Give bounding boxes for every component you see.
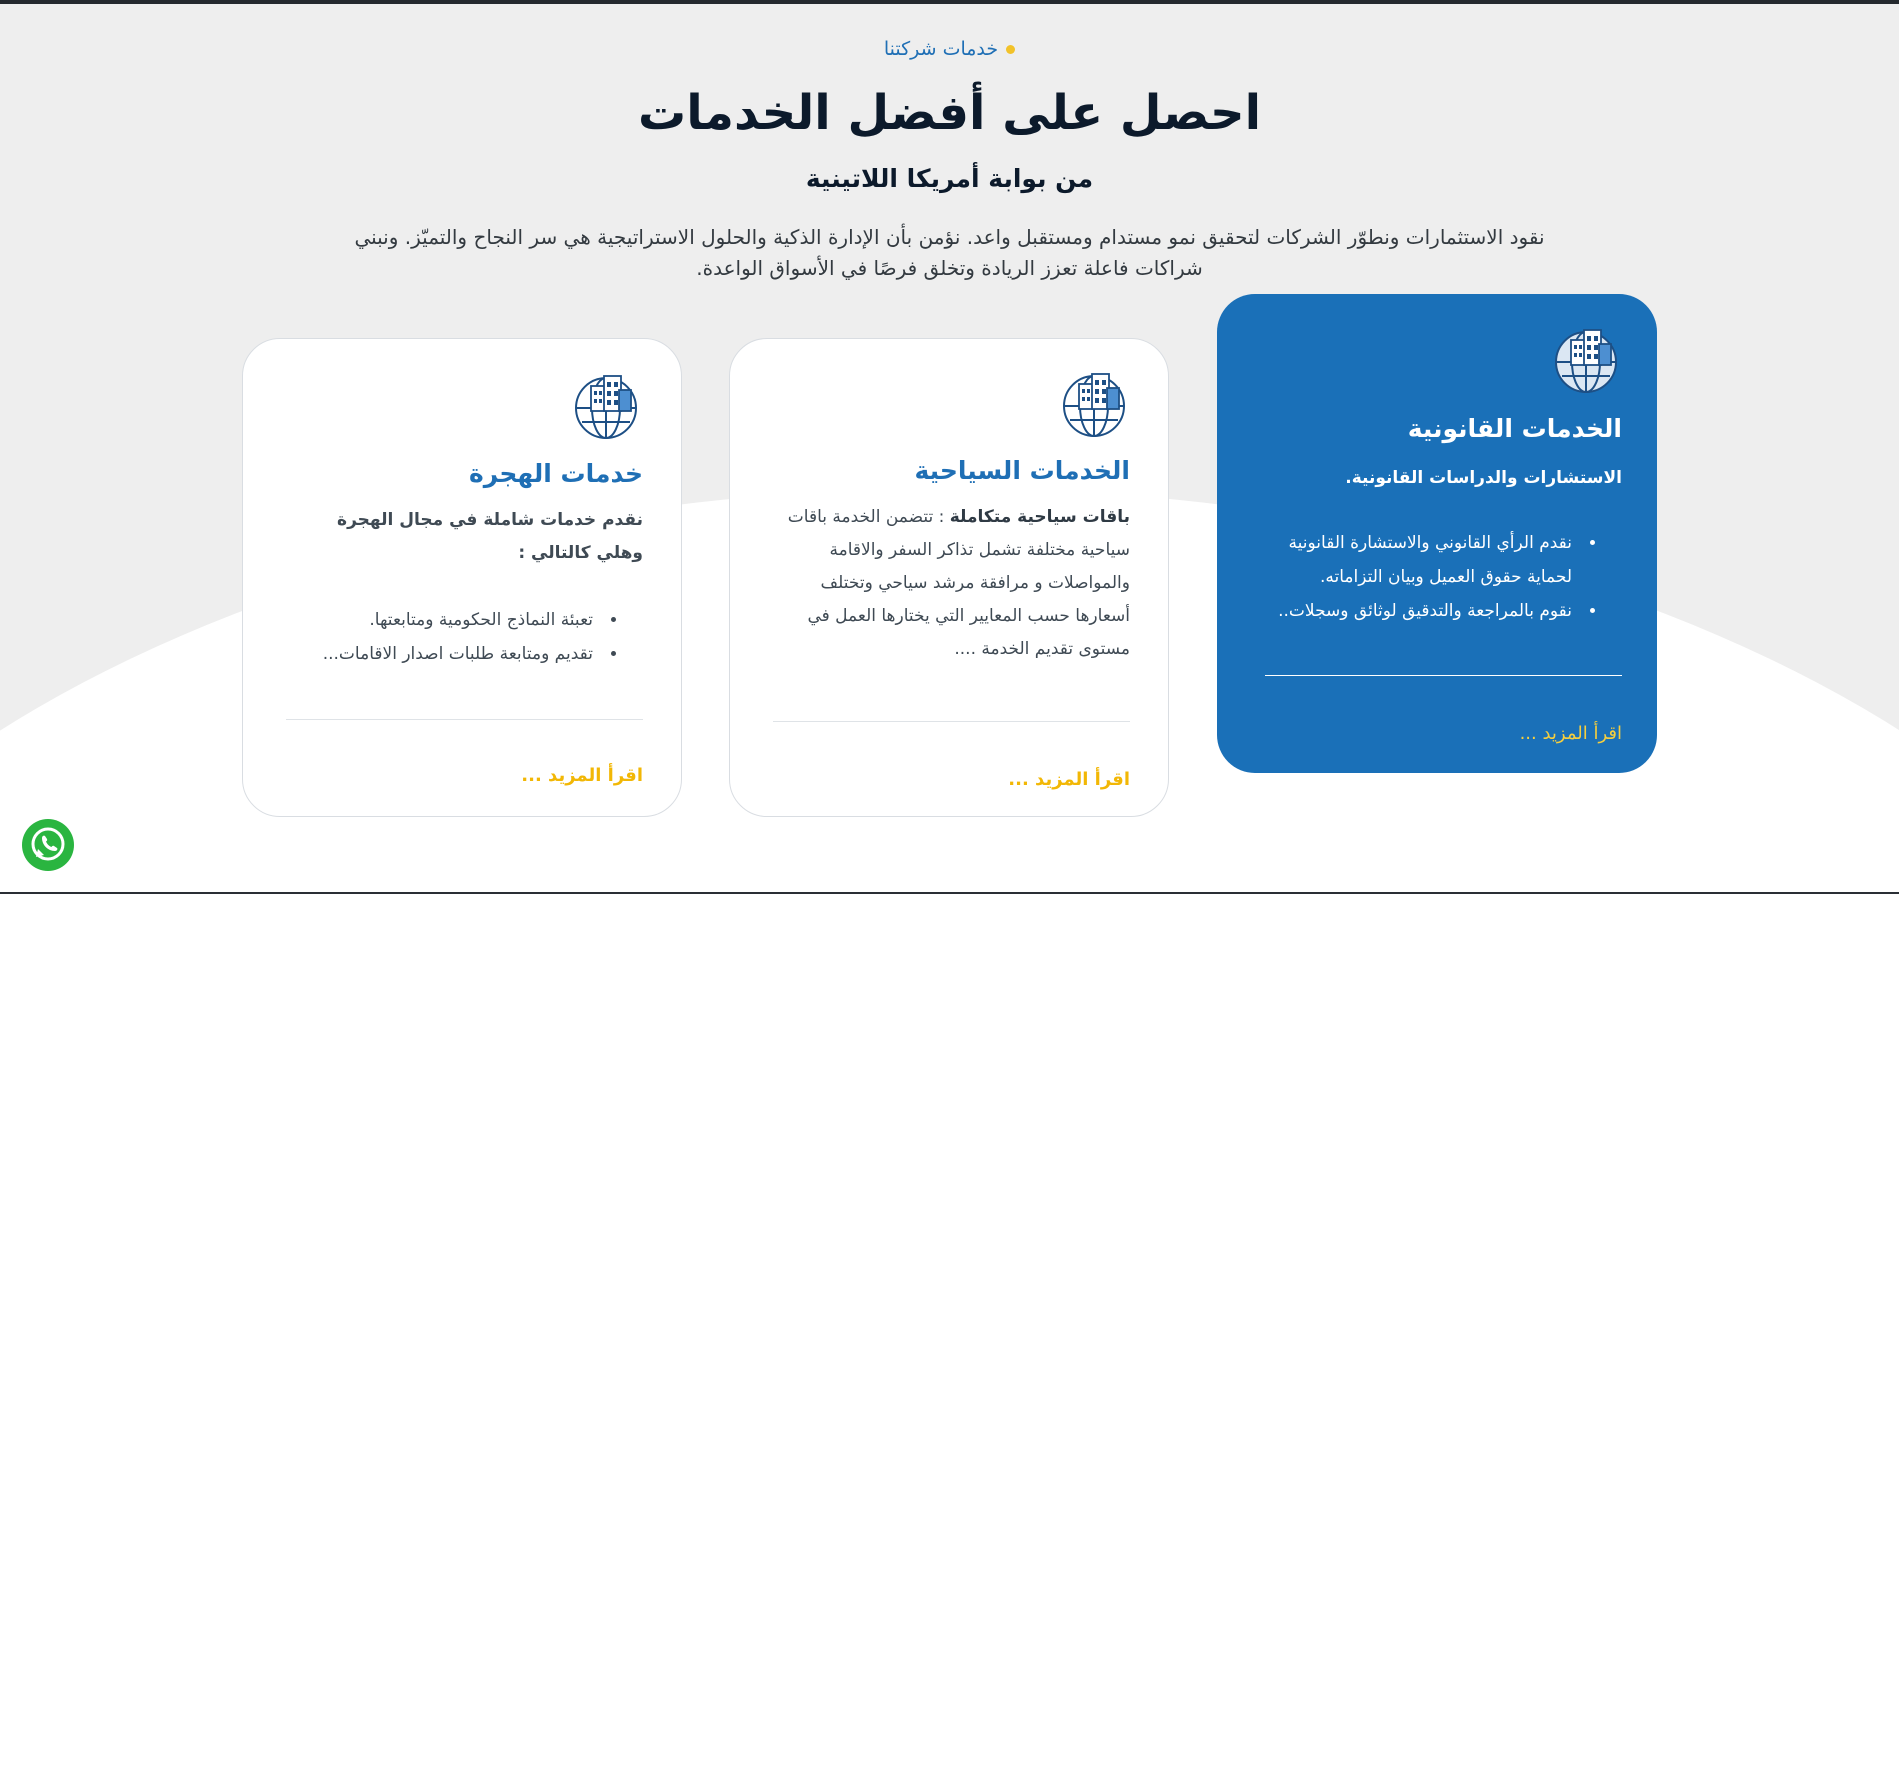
card-divider bbox=[286, 719, 643, 720]
card-intro-text: : تتضمن الخدمة باقات سياحية مختلفة تشمل تذاكر السفر والاقامة والمواصلات و مرافقة مرشد سياحي وتختلف أسعارها حسب المعايير التي يختارها العمل في مستوى تقديم الخدمة .... bbox=[787, 507, 1130, 659]
building-globe-icon bbox=[571, 366, 641, 442]
card-title: الخدمات القانونية bbox=[1407, 414, 1622, 443]
service-card-legal[interactable] bbox=[1217, 294, 1657, 773]
card-divider bbox=[773, 721, 1130, 722]
card-intro: الاستشارات والدراسات القانونية. bbox=[1345, 468, 1622, 488]
section-subtitle: من بوابة أمريكا اللاتينية bbox=[805, 164, 1094, 193]
card-intro: نقدم خدمات شاملة في مجال الهجرة وهلي كالتالي : bbox=[337, 510, 643, 563]
card-divider bbox=[1265, 675, 1622, 676]
section-title: احصل على أفضل الخدمات bbox=[637, 85, 1262, 141]
eyebrow-label: خدمات شركتنا bbox=[883, 38, 999, 60]
read-more-link[interactable]: اقرأ المزيد ... bbox=[1519, 723, 1622, 744]
service-card-tourism[interactable] bbox=[729, 338, 1169, 817]
read-more-link[interactable]: اقرأ المزيد ... bbox=[521, 765, 643, 786]
card-bullet-list bbox=[1258, 526, 1600, 628]
card-title: خدمات الهجرة bbox=[469, 459, 643, 488]
whatsapp-button[interactable] bbox=[22, 819, 74, 871]
whatsapp-icon bbox=[22, 819, 74, 871]
read-more-link[interactable]: اقرأ المزيد ... bbox=[1008, 769, 1130, 790]
building-globe-icon bbox=[1551, 320, 1621, 396]
building-globe-icon bbox=[1059, 364, 1129, 440]
list-item: • نقدم الرأي القانوني والاستشارة القانونية لحماية حقوق العميل وبيان التزاماته. bbox=[1258, 526, 1578, 594]
card-intro bbox=[770, 501, 1130, 666]
card-title: الخدمات السياحية bbox=[914, 456, 1130, 485]
list-item: • تعبئة النماذج الحكومية ومتابعتها. bbox=[279, 603, 599, 637]
card-intro-bold: باقات سياحية متكاملة bbox=[949, 507, 1130, 527]
service-card-immigration[interactable] bbox=[242, 338, 682, 817]
section-description: نقود الاستثمارات ونطوّر الشركات لتحقيق نمو مستدام ومستقبل واعد. نؤمن بأن الإدارة الذكية والحلول الاستراتيجية هي سر النجاح والتميّز. ونبني شراكات فاعلة تعزز الريادة وتخلق فرصًا في الأسواق الواعدة. bbox=[354, 225, 1545, 280]
section-eyebrow bbox=[0, 38, 1899, 60]
list-item: • نقوم بالمراجعة والتدقيق لوثائق وسجلات.. bbox=[1258, 594, 1578, 628]
eyebrow-dot bbox=[1006, 45, 1015, 54]
list-item: • تقديم ومتابعة طلبات اصدار الاقامات... bbox=[279, 637, 599, 671]
card-bullet-list bbox=[279, 603, 621, 671]
